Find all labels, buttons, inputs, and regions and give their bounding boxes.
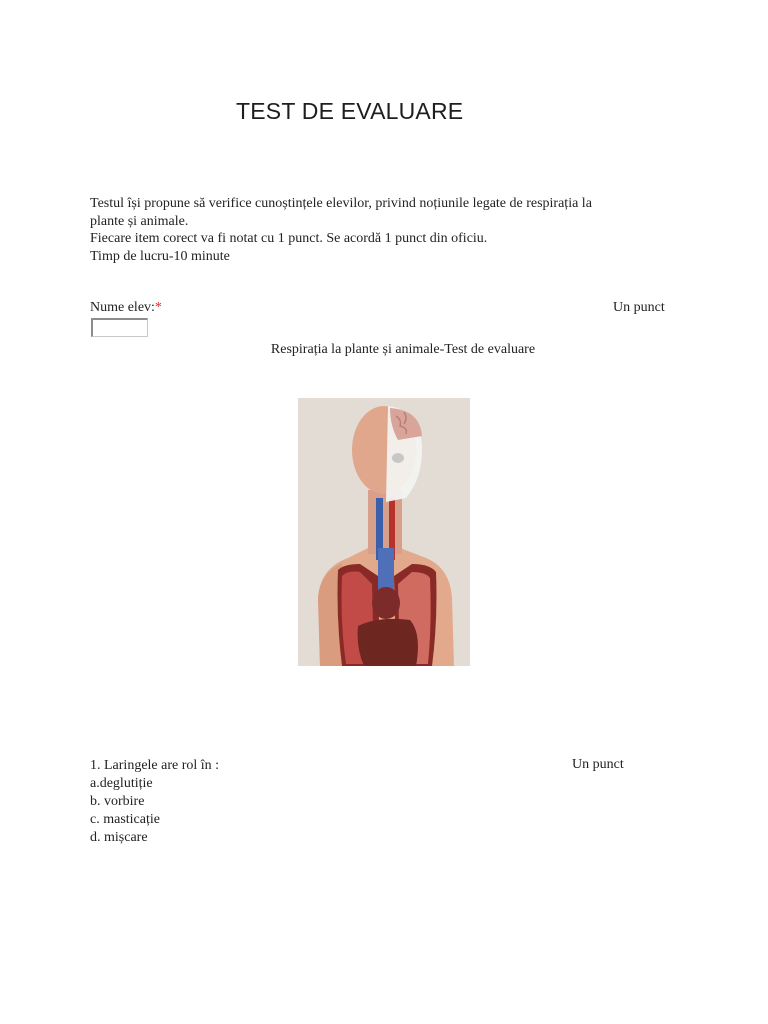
question-1-option-d[interactable]: d. mișcare: [90, 830, 148, 845]
question-1-points: Un punct: [572, 757, 624, 772]
anatomy-model-photo: [298, 398, 470, 666]
student-name-input[interactable]: [91, 318, 148, 337]
question-1: [90, 757, 219, 847]
question-1-option-a[interactable]: a.deglutiție: [90, 776, 153, 791]
question-1-text: 1. Laringele are rol în :: [90, 758, 220, 773]
name-label-text: Nume elev:: [90, 300, 155, 315]
form-subtitle: Respirația la plante și animale-Test de evaluare: [270, 342, 536, 357]
page-title: TEST DE EVALUARE: [236, 98, 464, 124]
required-marker: *: [154, 300, 162, 315]
intro-line: plante și animale.: [90, 213, 189, 229]
question-1-option-c[interactable]: c. masticație: [90, 812, 160, 827]
name-field-label: [90, 300, 162, 316]
intro-line: Testul își propune să verifice cunoștințele elevilor, privind noțiunile legate de respirația la: [90, 196, 592, 211]
intro-text: [90, 195, 670, 265]
question-1-option-b[interactable]: b. vorbire: [90, 794, 145, 809]
intro-line: Fiecare item corect va fi notat cu 1 punct. Se acordă 1 punct din oficiu.: [90, 231, 488, 246]
name-points-label: Un punct: [613, 300, 665, 315]
intro-line: Timp de lucru-10 minute: [90, 248, 230, 264]
